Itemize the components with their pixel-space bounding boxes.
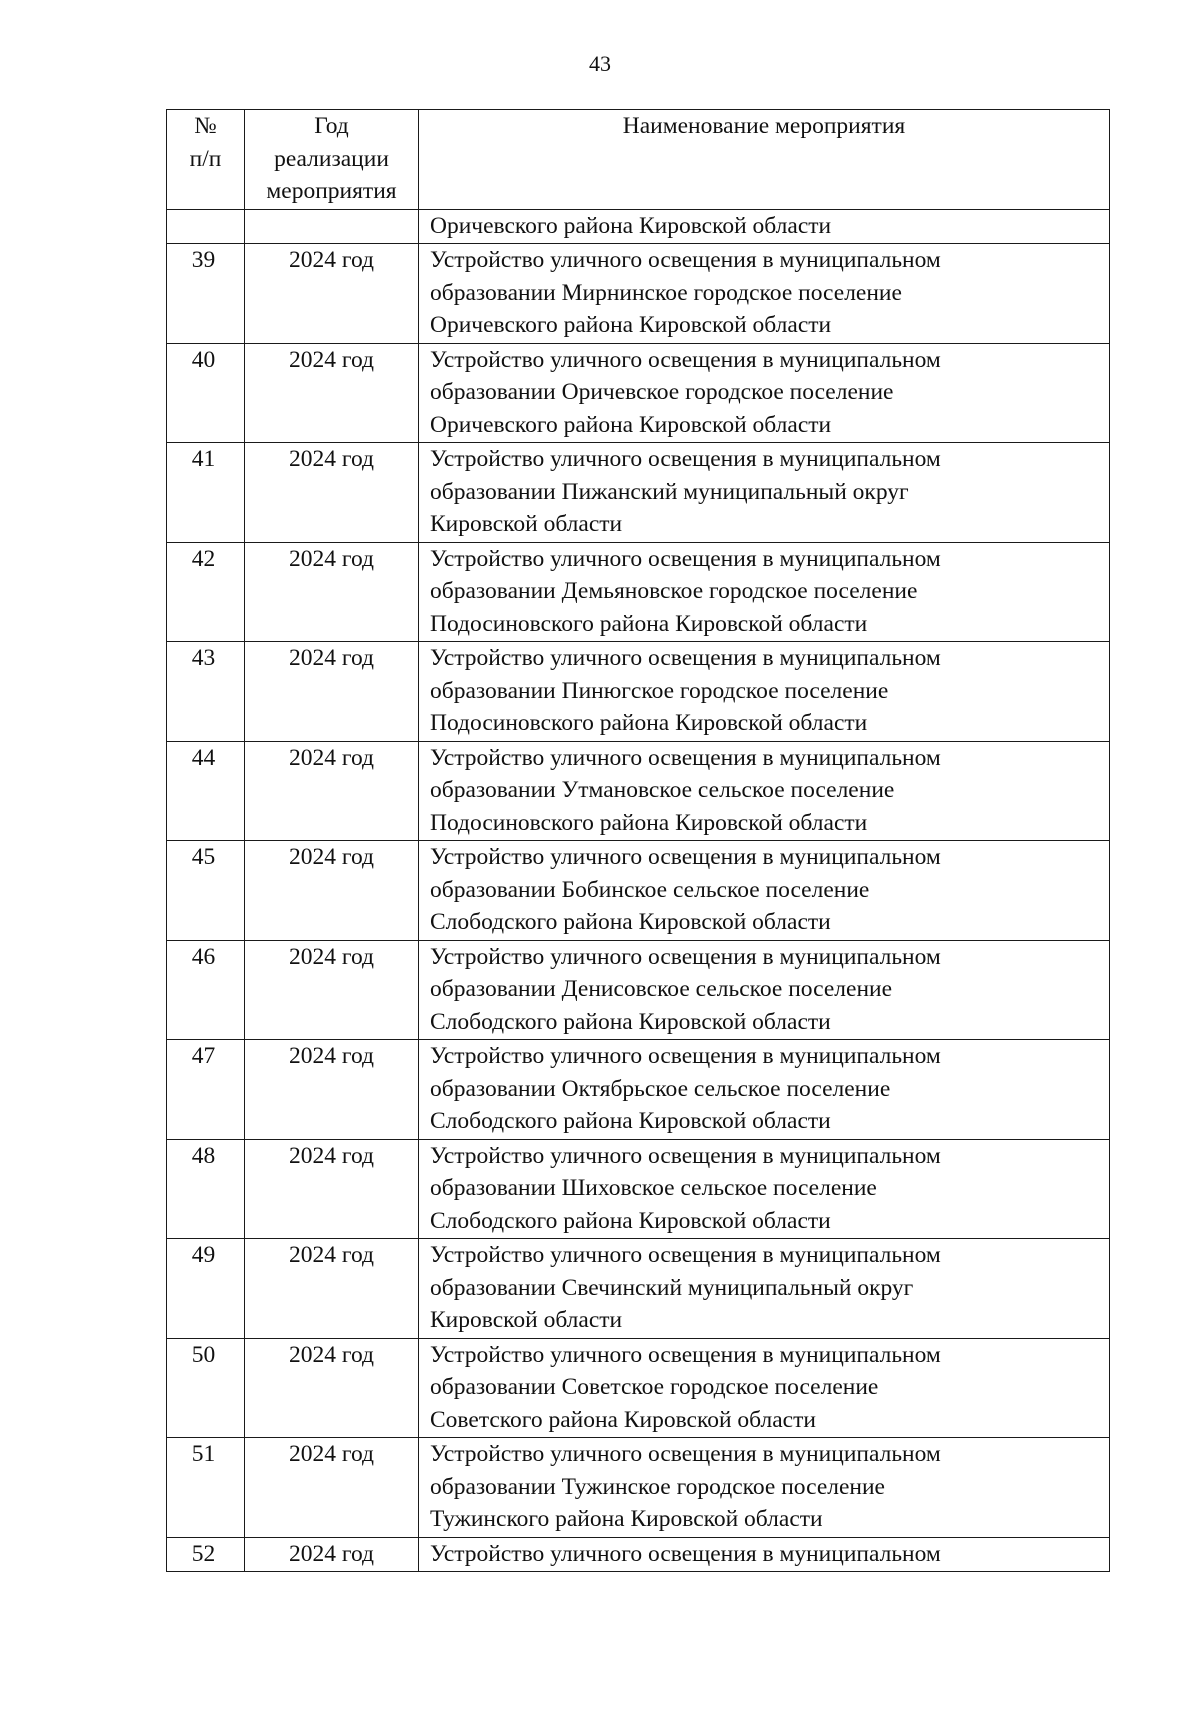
row-year-cell: 2024 год — [245, 1139, 419, 1239]
row-name-cell — [419, 1438, 1110, 1538]
row-name-cell — [419, 1537, 1110, 1572]
row-number-cell: 45 — [167, 841, 245, 941]
row-name-line: образовании Шиховское сельское поселение — [430, 1175, 877, 1201]
row-name-line: Оричевского района Кировской области — [430, 212, 832, 239]
header-year-line: реализации — [274, 145, 389, 172]
row-name-cell — [419, 343, 1110, 443]
row-name-line: образовании Денисовское сельское поселение — [430, 976, 893, 1002]
header-name-line: Наименование мероприятия — [622, 113, 906, 139]
header-year-line: мероприятия — [266, 178, 397, 204]
row-name-cell — [419, 940, 1110, 1040]
row-name-line: Устройство уличного освещения в муниципальном — [430, 1540, 941, 1567]
row-name-line: Устройство уличного освещения в муниципальном — [430, 545, 941, 572]
table-row — [167, 940, 1110, 1040]
table-body — [167, 209, 1110, 1572]
row-year-cell: 2024 год — [245, 1537, 419, 1572]
row-year-cell: 2024 год — [245, 542, 419, 642]
row-name-line: образовании Бобинское сельское поселение — [430, 876, 870, 903]
row-name-line: образовании Советское городское поселение — [430, 1374, 879, 1400]
table-row — [167, 209, 1110, 244]
row-name-cell — [419, 542, 1110, 642]
row-year-cell: 2024 год — [245, 1040, 419, 1140]
table-row — [167, 1239, 1110, 1339]
header-number — [167, 110, 245, 210]
row-name-line: Советского района Кировской области — [430, 1406, 816, 1433]
row-name-cell — [419, 1040, 1110, 1140]
row-name-cell — [419, 741, 1110, 841]
row-number-cell: 51 — [167, 1438, 245, 1538]
row-number-cell: 50 — [167, 1338, 245, 1438]
row-name-line: Устройство уличного освещения в муниципальном — [430, 1142, 941, 1169]
header-year — [245, 110, 419, 210]
row-name-line: образовании Тужинское городское поселение — [430, 1473, 885, 1500]
row-year-cell — [245, 209, 419, 244]
row-number-cell: 48 — [167, 1139, 245, 1239]
row-number-cell — [167, 209, 245, 244]
page-number: 43 — [589, 51, 611, 76]
row-name-line: Устройство уличного освещения в муниципальном — [430, 744, 941, 771]
row-year-cell: 2024 год — [245, 1438, 419, 1538]
table-row — [167, 343, 1110, 443]
row-number-cell: 41 — [167, 443, 245, 543]
table-row — [167, 841, 1110, 941]
row-number-cell: 49 — [167, 1239, 245, 1339]
table-row — [167, 1338, 1110, 1438]
row-year-cell: 2024 год — [245, 841, 419, 941]
row-number-cell: 39 — [167, 244, 245, 344]
table-row — [167, 642, 1110, 742]
row-name-cell — [419, 244, 1110, 344]
header-number-line: п/п — [189, 145, 222, 172]
row-year-cell: 2024 год — [245, 1239, 419, 1339]
row-name-line: Устройство уличного освещения в муниципальном — [430, 844, 941, 870]
row-year-cell: 2024 год — [245, 343, 419, 443]
row-year-cell: 2024 год — [245, 443, 419, 543]
header-number-line: № — [194, 113, 217, 139]
row-name-line: Кировской области — [430, 511, 623, 537]
table-row — [167, 1040, 1110, 1140]
row-name-cell — [419, 1239, 1110, 1339]
row-name-cell — [419, 443, 1110, 543]
row-name-line: Устройство уличного освещения в муниципальном — [430, 1441, 941, 1467]
row-name-line: образовании Демьяновское городское поселение — [430, 578, 918, 604]
table-row — [167, 443, 1110, 543]
table-row — [167, 244, 1110, 344]
header-row — [167, 110, 1110, 210]
row-year-cell: 2024 год — [245, 244, 419, 344]
header-year-line: Год — [314, 113, 349, 139]
row-name-line: Слободского района Кировской области — [430, 1207, 831, 1234]
row-year-cell: 2024 год — [245, 741, 419, 841]
row-number-cell: 52 — [167, 1537, 245, 1572]
row-number-cell: 42 — [167, 542, 245, 642]
row-name-cell — [419, 1338, 1110, 1438]
table-header — [167, 110, 1110, 210]
row-name-cell — [419, 209, 1110, 244]
row-number-cell: 46 — [167, 940, 245, 1040]
row-name-line: Подосиновского района Кировской области — [430, 710, 868, 736]
row-name-cell — [419, 642, 1110, 742]
header-name — [419, 110, 1110, 210]
events-table — [166, 109, 1110, 1572]
row-name-line: образовании Мирнинское городское поселение — [430, 279, 902, 306]
row-name-line: Кировской области — [430, 1307, 623, 1333]
row-name-line: образовании Пижанский муниципальный округ — [430, 478, 909, 505]
row-year-cell: 2024 год — [245, 642, 419, 742]
row-year-cell: 2024 год — [245, 940, 419, 1040]
table-row — [167, 1537, 1110, 1572]
row-name-line: образовании Утмановское сельское поселение — [430, 777, 895, 803]
row-name-line: Оричевского района Кировской области — [430, 312, 832, 338]
row-name-line: образовании Пинюгское городское поселение — [430, 677, 889, 704]
row-name-line: Устройство уличного освещения в муниципальном — [430, 247, 941, 273]
row-name-cell — [419, 841, 1110, 941]
table-row — [167, 741, 1110, 841]
row-name-line: Слободского района Кировской области — [430, 1008, 831, 1035]
row-name-line: Слободского района Кировской области — [430, 1108, 831, 1134]
row-name-cell — [419, 1139, 1110, 1239]
row-name-line: Устройство уличного освещения в муниципальном — [430, 1043, 941, 1069]
row-year-cell: 2024 год — [245, 1338, 419, 1438]
row-name-line: Устройство уличного освещения в муниципальном — [430, 1341, 941, 1368]
row-number-cell: 47 — [167, 1040, 245, 1140]
table-row — [167, 1438, 1110, 1538]
row-name-line: образовании Октябрьское сельское поселение — [430, 1075, 891, 1102]
row-name-line: Устройство уличного освещения в муниципальном — [430, 346, 941, 373]
row-number-cell: 40 — [167, 343, 245, 443]
row-name-line: Слободского района Кировской области — [430, 909, 831, 935]
row-name-line: Устройство уличного освещения в муниципальном — [430, 1242, 941, 1268]
row-name-line: образовании Свечинский муниципальный округ — [430, 1274, 914, 1301]
row-name-line: Подосиновского района Кировской области — [430, 809, 868, 836]
row-name-line: образовании Оричевское городское поселение — [430, 379, 894, 405]
row-number-cell: 44 — [167, 741, 245, 841]
row-number-cell: 43 — [167, 642, 245, 742]
row-name-line: Устройство уличного освещения в муниципальном — [430, 446, 941, 472]
table-row — [167, 1139, 1110, 1239]
row-name-line: Устройство уличного освещения в муниципальном — [430, 645, 941, 671]
row-name-line: Подосиновского района Кировской области — [430, 610, 868, 637]
row-name-line: Тужинского района Кировской области — [430, 1506, 823, 1532]
row-name-line: Оричевского района Кировской области — [430, 411, 832, 438]
row-name-line: Устройство уличного освещения в муниципальном — [430, 943, 941, 970]
table-row — [167, 542, 1110, 642]
